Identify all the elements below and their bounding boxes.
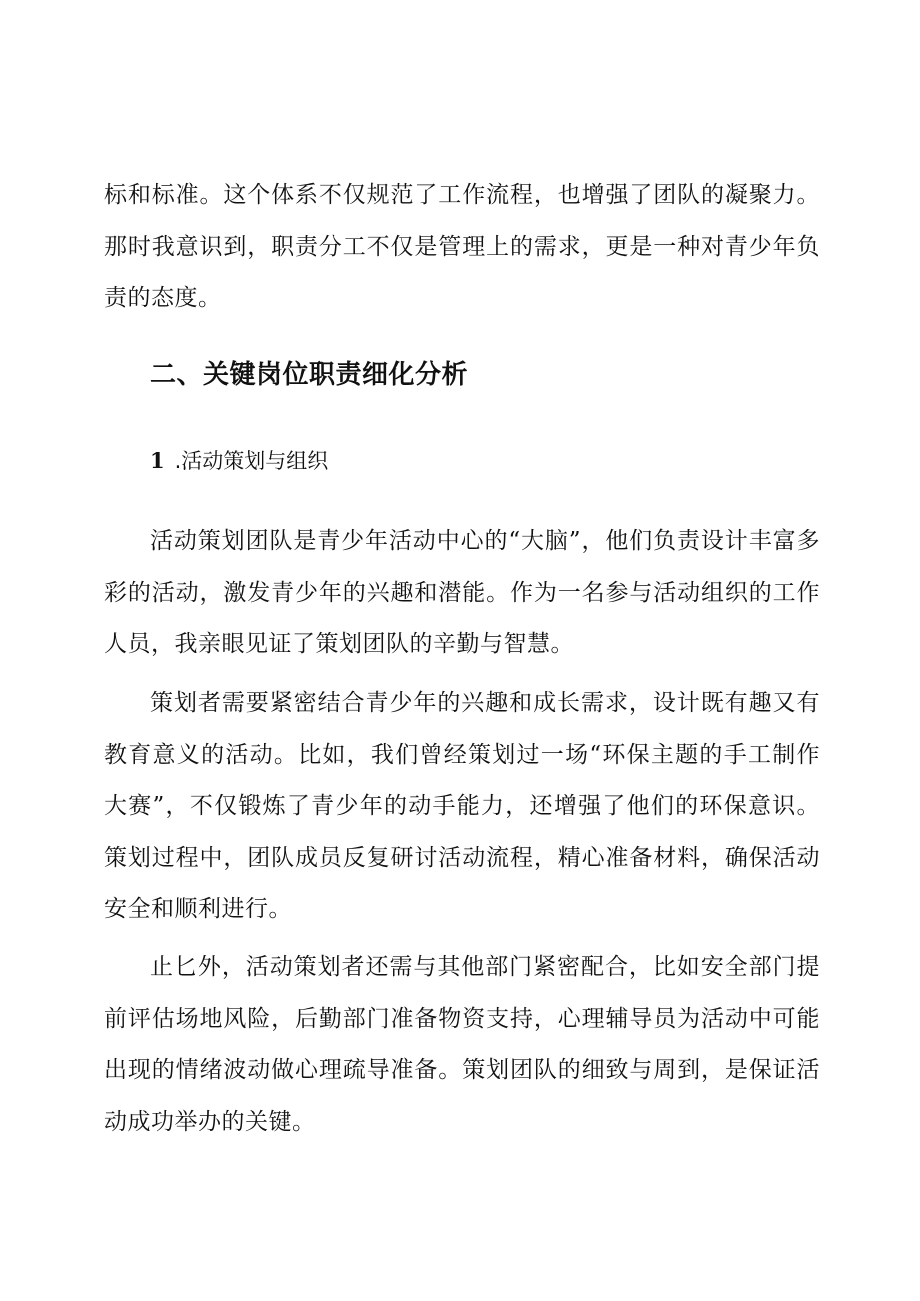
subsection-title: .活动策划与组织 (174, 449, 329, 473)
paragraph-planning-team: 活动策划团队是青少年活动中心的“大脑”，他们负责设计丰富多彩的活动，激发青少年的兴趣和潜能。作为一名参与活动组织的工作人员，我亲眼见证了策划团队的辛勤与智慧。 (104, 528, 820, 657)
section-heading: 二、关键岗位职责细化分析 (150, 360, 469, 390)
subsection-number: 1 (150, 448, 165, 473)
subsection-heading (150, 441, 328, 481)
paragraph-cooperation: 止匕外，活动策划者还需与其他部门紧密配合，比如安全部门提前评估场地风险，后勤部门准备物资支持，心理辅导员为活动中可能出现的情绪波动做心理疏导准备。策划团队的细致与周到，是保证活动成功举办的关键。 (104, 954, 820, 1135)
paragraph-planner-duties: 策划者需要紧密结合青少年的兴趣和成长需求，设计既有趣又有教育意义的活动。比如，我们曾经策划过一场“环保主题的手工制作大赛”，不仅锻炼了青少年的动手能力，还增强了他们的环保意识。策划过程中，团队成员反复研讨活动流程，精心准备材料，确保活动安全和顺利进行。 (104, 690, 820, 922)
paragraph-continued: 标和标准。这个体系不仅规范了工作流程，也增强了团队的凝聚力。那时我意识到，职责分工不仅是管理上的需求，更是一种对青少年负责的态度。 (104, 182, 820, 311)
